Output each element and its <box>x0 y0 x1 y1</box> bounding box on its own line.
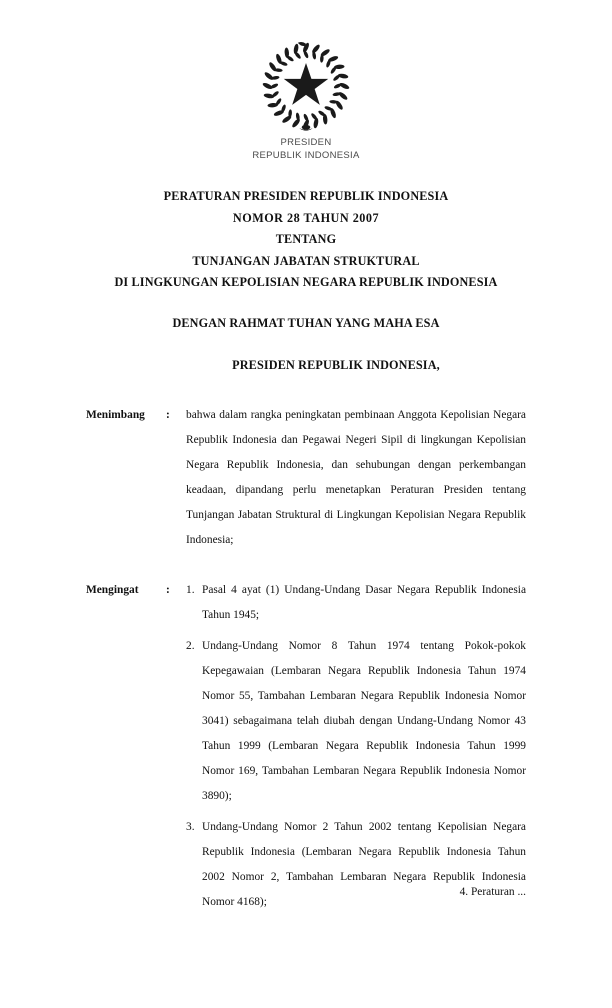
recalling-label: Mengingat <box>86 584 139 596</box>
list-item <box>186 578 526 628</box>
list-item <box>186 634 526 809</box>
emblem-caption-line2: REPUBLIK INDONESIA <box>252 149 360 161</box>
recalling-list <box>186 578 526 915</box>
authority-line: PRESIDEN REPUBLIK INDONESIA, <box>232 358 440 372</box>
indonesian-presidential-seal-icon <box>258 38 354 134</box>
list-item-text: Undang-Undang Nomor 2 Tahun 2002 tentang Kepolisian Negara Republik Indonesia (Lembaran Negara Republik Indonesia Tahun 2002 Nomor 2, Tambahan Lembaran Negara Republik Indonesia Nomor 4168); <box>202 821 526 908</box>
considering-clause <box>86 403 526 553</box>
list-item-number: 3. <box>186 821 195 833</box>
considering-paragraph: bahwa dalam rangka peningkatan pembinaan Anggota Kepolisian Negara Republik Indonesia dan Pegawai Negeri Sipil di lingkungan Kepolisian Negara Republik Indonesia, dan sehubungan dengan perkembangan keadaan, dipandang perlu menetapkan Peraturan Presiden tentang Tunjangan Jabatan Struktural di Lingkungan Kepolisian Negara Republik Indonesia; <box>186 409 526 546</box>
list-item-text: Undang-Undang Nomor 8 Tahun 1974 tentang Pokok-pokok Kepegawaian (Lembaran Negara Republik Indonesia Tahun 1974 Nomor 55, Tambahan Lembaran Negara Republik Indonesia Nomor 3041) sebagaimana telah diubah dengan Undang-Undang Nomor 43 Tahun 1999 (Lembaran Negara Republik Indonesia Tahun 1999 Nomor 169, Tambahan Lembaran Negara Republik Indonesia Nomor 3890); <box>202 640 526 802</box>
emblem-caption <box>0 137 612 162</box>
considering-body <box>186 403 526 553</box>
title-line-tentang: TENTANG <box>275 232 337 246</box>
list-item-number: 2. <box>186 640 195 652</box>
recalling-body <box>186 578 526 915</box>
list-item-number: 1. <box>186 584 195 596</box>
title-line-subject-1: TUNJANGAN JABATAN STRUKTURAL <box>192 253 420 268</box>
emblem-caption-line1: PRESIDEN <box>280 137 332 148</box>
title-line-number-year: NOMOR 28 TAHUN 2007 <box>232 210 380 225</box>
recalling-colon: : <box>166 584 170 596</box>
list-item-text: Pasal 4 ayat (1) Undang-Undang Dasar Negara Republik Indonesia Tahun 1945; <box>202 584 526 621</box>
considering-colon: : <box>166 409 170 421</box>
title-line-1: PERATURAN PRESIDEN REPUBLIK INDONESIA <box>163 189 449 203</box>
title-line-subject-2: DI LINGKUNGAN KEPOLISIAN NEGARA REPUBLIK INDONESIA <box>114 275 498 289</box>
considering-label: Menimbang <box>86 409 145 421</box>
letterhead <box>0 38 612 162</box>
invocation-line: DENGAN RAHMAT TUHAN YANG MAHA ESA <box>172 316 440 330</box>
page-catchword: 4. Peraturan ... <box>459 886 526 898</box>
recalling-clause <box>86 578 526 915</box>
document-title <box>56 186 556 294</box>
